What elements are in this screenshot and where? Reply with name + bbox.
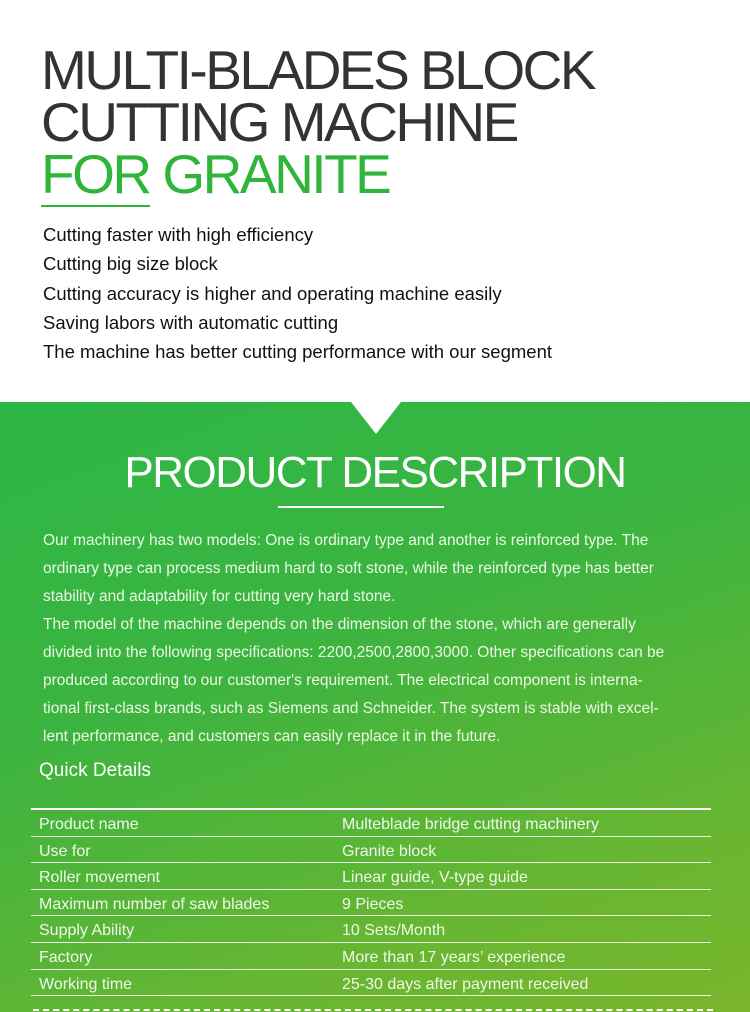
feature-item: Cutting accuracy is higher and operating machine easily	[43, 282, 502, 304]
spec-key: Factory	[39, 948, 93, 966]
quick-details-heading: Quick Details	[39, 760, 151, 781]
table-row	[31, 916, 711, 943]
feature-item: Cutting faster with high efficiency	[43, 224, 314, 245]
spec-value: Granite block	[342, 842, 437, 860]
description-line: The model of the machine depends on the dimension of the stone, which are generally	[43, 616, 636, 633]
quick-details-table	[31, 808, 711, 996]
feature-list	[43, 220, 552, 366]
table-row	[31, 837, 711, 864]
description-line: tional first-class brands, such as Siemens and Schneider. The system is stable with excel-	[43, 700, 659, 717]
title-for-word: FOR	[41, 143, 150, 205]
description-line: lent performance, and customers can easily replace it in the future.	[43, 728, 501, 745]
spec-key: Working time	[39, 975, 133, 993]
title-line-1: MULTI-BLADES BLOCK	[41, 39, 595, 101]
table-row	[31, 810, 711, 837]
feature-item: Cutting big size block	[43, 253, 218, 275]
description-line: produced according to our customer's requirement. The electrical component is interna-	[43, 672, 643, 689]
title-granite-word: GRANITE	[162, 143, 390, 205]
table-row	[31, 863, 711, 890]
table-row	[31, 943, 711, 970]
spec-value: 10 Sets/Month	[342, 922, 446, 940]
page-title	[41, 39, 595, 205]
table-row	[31, 890, 711, 917]
section-heading: PRODUCT DESCRIPTION	[124, 448, 626, 497]
spec-value: More than 17 years’ experience	[342, 948, 566, 966]
spec-key: Roller movement	[39, 869, 160, 887]
description-line: stability and adaptability for cutting very hard stone.	[43, 588, 396, 605]
description-line: Our machinery has two models: One is ordinary type and another is reinforced type. The	[43, 532, 649, 549]
spec-key: Product name	[39, 816, 139, 833]
spec-key: Use for	[39, 842, 91, 860]
description-line: ordinary type can process medium hard to soft stone, while the reinforced type has better	[43, 560, 654, 577]
table-bottom-dashed-rule	[33, 1009, 713, 1011]
description-text	[43, 527, 715, 751]
spec-value: 25-30 days after payment received	[342, 975, 589, 993]
arrow-down-notch	[351, 402, 401, 434]
feature-item: Saving labors with automatic cutting	[43, 311, 339, 333]
description-line: divided into the following specifications: 2200,2500,2800,3000. Other specifications can be	[43, 644, 665, 661]
spec-key: Maximum number of saw blades	[39, 895, 270, 913]
spec-key: Supply Ability	[39, 922, 135, 940]
heading-underline	[278, 506, 444, 508]
title-line-2: CUTTING MACHINE	[41, 91, 517, 153]
title-line-3	[41, 143, 594, 205]
spec-value: Linear guide, V-type guide	[342, 869, 528, 887]
table-row	[31, 970, 711, 997]
hero-section	[0, 0, 750, 402]
feature-item: The machine has better cutting performance with our segment	[43, 341, 553, 363]
spec-value: 9 Pieces	[342, 895, 404, 913]
spec-value: Multeblade bridge cutting machinery	[342, 816, 600, 833]
